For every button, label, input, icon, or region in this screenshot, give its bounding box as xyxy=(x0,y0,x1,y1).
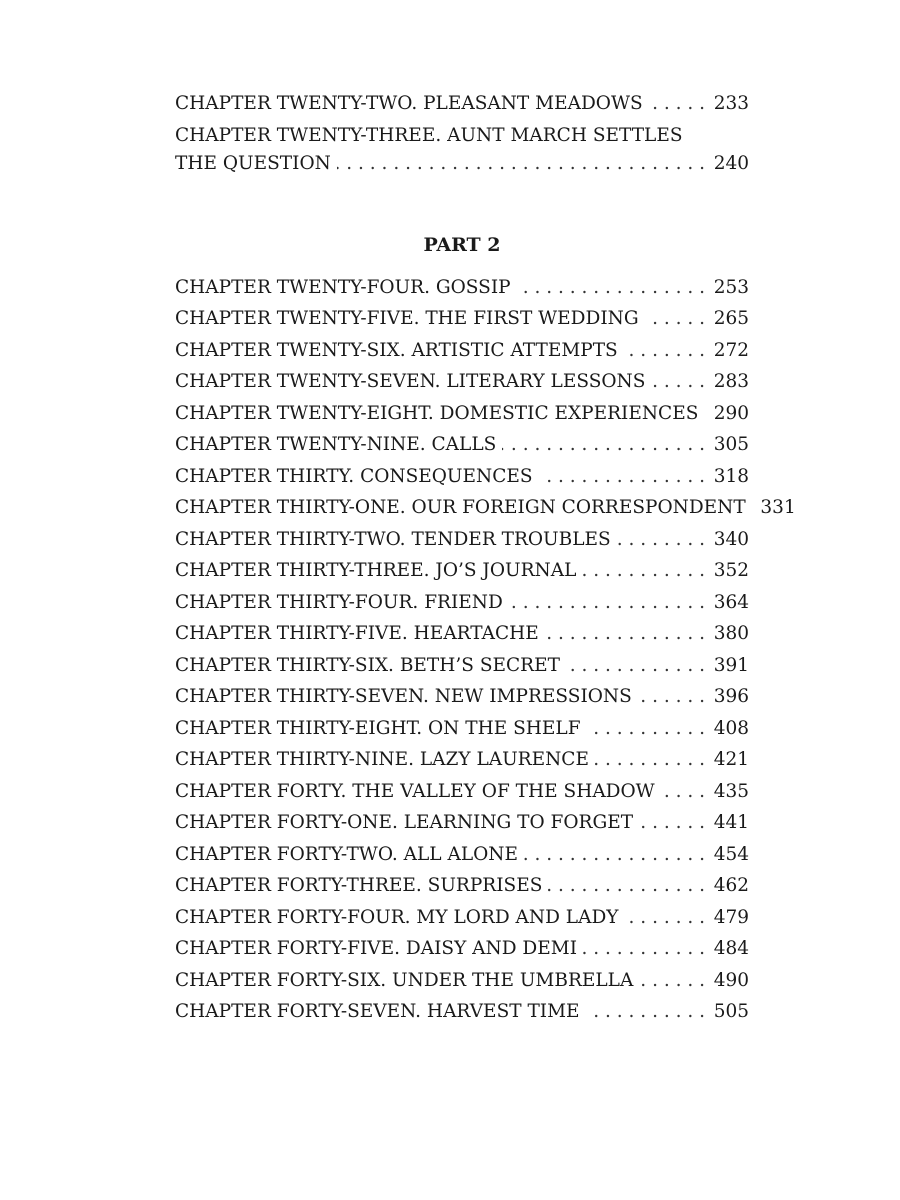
toc-entry xyxy=(175,965,749,997)
toc-entry xyxy=(175,272,749,304)
page-number: 265 xyxy=(713,308,749,329)
dot-leader xyxy=(566,650,705,682)
page-number: 479 xyxy=(713,906,749,928)
page-number: 454 xyxy=(713,843,749,865)
page-number: 380 xyxy=(713,623,749,644)
page-number: 490 xyxy=(713,969,749,991)
chapter-title: CHAPTER FORTY. THE VALLEY OF THE SHADOW xyxy=(175,780,655,802)
chapter-title: CHAPTER THIRTY-THREE. JO’S JOURNAL xyxy=(175,560,577,581)
dot-leader xyxy=(649,88,705,120)
toc-entry xyxy=(175,933,749,965)
toc-entry xyxy=(175,839,749,871)
toc-entry xyxy=(175,88,749,120)
page-number: 290 xyxy=(713,402,749,424)
dot-leader xyxy=(639,807,705,839)
toc-entry xyxy=(175,398,749,430)
toc-entry xyxy=(175,429,749,461)
chapter-title: CHAPTER THIRTY. CONSEQUENCES xyxy=(175,465,533,487)
chapter-title: CHAPTER THIRTY-FOUR. FRIEND xyxy=(175,591,503,613)
part2-entry-list xyxy=(175,272,796,1028)
toc-entry xyxy=(175,776,749,808)
chapter-title: CHAPTER THIRTY-EIGHT. ON THE SHELF xyxy=(175,717,581,739)
toc-entry xyxy=(175,618,749,650)
chapter-title: CHAPTER THIRTY-SIX. BETH’S SECRET xyxy=(175,654,560,676)
chapter-title: CHAPTER TWENTY-FOUR. GOSSIP xyxy=(175,276,511,298)
page-number: 421 xyxy=(713,749,749,770)
dot-leader xyxy=(704,398,705,430)
toc-entry xyxy=(175,366,749,398)
dot-leader xyxy=(617,524,705,556)
dot-leader xyxy=(548,870,705,902)
page-number: 283 xyxy=(713,371,749,392)
chapter-title: CHAPTER THIRTY-FIVE. HEARTACHE xyxy=(175,623,539,644)
chapter-title: CHAPTER FORTY-FOUR. MY LORD AND LADY xyxy=(175,906,619,928)
toc-entry xyxy=(175,587,749,619)
dot-leader xyxy=(638,681,705,713)
chapter-title: CHAPTER TWENTY-NINE. CALLS xyxy=(175,434,497,455)
dot-leader xyxy=(539,461,705,493)
page-number: 391 xyxy=(713,654,749,676)
chapter-title: CHAPTER FORTY-FIVE. DAISY AND DEMI xyxy=(175,938,578,959)
page-number: 272 xyxy=(713,339,749,361)
toc-entry xyxy=(175,461,749,493)
toc-entry xyxy=(175,681,749,713)
dot-leader xyxy=(509,587,705,619)
toc-entry xyxy=(175,650,749,682)
chapter-title: CHAPTER FORTY-THREE. SURPRISES xyxy=(175,875,543,896)
page-number: 253 xyxy=(713,276,749,298)
dot-leader xyxy=(661,776,705,808)
page-number: 352 xyxy=(713,560,749,581)
dot-leader xyxy=(583,933,705,965)
chapter-title: CHAPTER TWENTY-FIVE. THE FIRST WEDDING xyxy=(175,308,639,329)
chapter-title: CHAPTER THIRTY-SEVEN. NEW IMPRESSIONS xyxy=(175,686,632,707)
page-number: 318 xyxy=(713,465,749,487)
chapter-title: CHAPTER THIRTY-NINE. LAZY LAURENCE xyxy=(175,749,589,770)
dot-leader xyxy=(587,713,705,745)
page-number: 462 xyxy=(713,875,749,896)
dot-leader xyxy=(586,996,705,1028)
toc-entry xyxy=(175,122,749,178)
dot-leader xyxy=(502,429,705,461)
page-number: 396 xyxy=(713,686,749,707)
toc-entry xyxy=(175,303,749,335)
dot-leader xyxy=(645,303,705,335)
page-number: 305 xyxy=(713,434,749,455)
page-number: 505 xyxy=(713,1001,749,1022)
chapter-title-continuation: THE QUESTION xyxy=(175,152,331,174)
page-number: 484 xyxy=(713,938,749,959)
page-number: 364 xyxy=(713,591,749,613)
page-number: 340 xyxy=(713,528,749,550)
chapter-title: CHAPTER TWENTY-EIGHT. DOMESTIC EXPERIENCES xyxy=(175,402,699,424)
toc-entry xyxy=(175,870,749,902)
page-number: 331 xyxy=(760,497,796,518)
dot-leader xyxy=(337,150,705,178)
dot-leader xyxy=(517,272,705,304)
table-of-contents xyxy=(175,88,796,1028)
chapter-title: CHAPTER FORTY-SIX. UNDER THE UMBRELLA xyxy=(175,969,634,991)
toc-entry xyxy=(175,744,749,776)
chapter-title: CHAPTER FORTY-ONE. LEARNING TO FORGET xyxy=(175,812,634,833)
page-number: 441 xyxy=(713,812,749,833)
page-number: 240 xyxy=(713,152,749,174)
dot-leader xyxy=(625,902,706,934)
toc-entry xyxy=(175,492,796,524)
chapter-title: CHAPTER THIRTY-TWO. TENDER TROUBLES xyxy=(175,528,611,550)
chapter-title: CHAPTER TWENTY-SEVEN. LITERARY LESSONS xyxy=(175,371,646,392)
page-number: 233 xyxy=(713,93,749,114)
page-number: 435 xyxy=(713,780,749,802)
toc-entry xyxy=(175,996,749,1028)
chapter-title-continuation-row xyxy=(175,150,749,178)
dot-leader xyxy=(651,366,705,398)
part-heading: PART 2 xyxy=(423,233,501,256)
dot-leader xyxy=(624,335,705,367)
chapter-title: CHAPTER FORTY-SEVEN. HARVEST TIME xyxy=(175,1001,580,1022)
part1-entry-list xyxy=(175,88,749,178)
chapter-title: CHAPTER TWENTY-TWO. PLEASANT MEADOWS xyxy=(175,93,643,114)
page-number: 408 xyxy=(713,717,749,739)
toc-entry xyxy=(175,902,749,934)
toc-entry xyxy=(175,555,749,587)
dot-leader xyxy=(595,744,705,776)
dot-leader xyxy=(545,618,705,650)
chapter-title: CHAPTER TWENTY-SIX. ARTISTIC ATTEMPTS xyxy=(175,339,618,361)
dot-leader xyxy=(639,965,705,997)
toc-entry xyxy=(175,807,749,839)
toc-entry xyxy=(175,524,749,556)
dot-leader xyxy=(582,555,705,587)
dot-leader xyxy=(524,839,705,871)
chapter-title: CHAPTER TWENTY-THREE. AUNT MARCH SETTLES xyxy=(175,124,683,146)
toc-entry xyxy=(175,335,749,367)
toc-entry xyxy=(175,713,749,745)
chapter-title: CHAPTER THIRTY-ONE. OUR FOREIGN CORRESPONDENT xyxy=(175,497,746,518)
chapter-title: CHAPTER FORTY-TWO. ALL ALONE xyxy=(175,843,518,865)
